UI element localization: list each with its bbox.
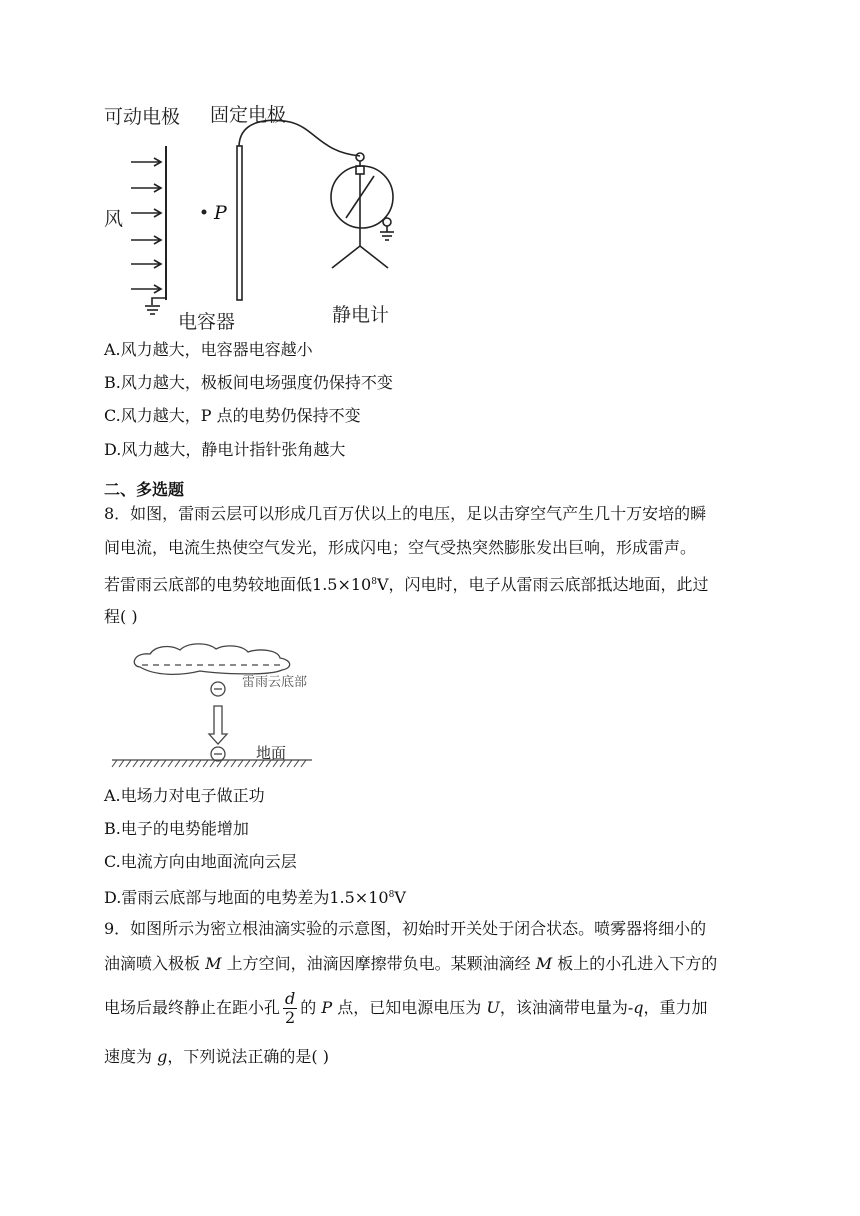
label-fixed-electrode: 固定电极: [210, 104, 287, 126]
label-capacitor: 电容器: [178, 311, 236, 333]
q9-line-3-c: 点，已知电源电压为: [337, 998, 482, 1017]
q8-option-b: B.电子的电势能增加: [104, 819, 249, 838]
q9-line-3-b: 的: [300, 998, 317, 1017]
fixed-electrode: [237, 146, 242, 300]
section-heading: 二、多选题: [104, 480, 185, 499]
q9-line-2-b: 上方空间，油滴因摩擦带负电。某颗油滴经: [226, 954, 531, 973]
q9-line-2-a: 油滴喷入极板: [104, 954, 201, 973]
q9-var-g: g: [157, 1047, 168, 1066]
q9-var-m: M: [205, 954, 222, 973]
q8-option-d: [104, 884, 406, 909]
q9-line-3-a: 电场后最终静止在距小孔: [104, 998, 281, 1017]
q9-line-3-d: ，该油滴带电量为-: [499, 998, 634, 1017]
q8-line-3-pre: 若雷雨云底部的电势较地面低: [104, 575, 313, 594]
q9-line-3: [104, 990, 708, 1027]
point-p-dot: [202, 210, 207, 215]
q9-fraction-denominator: 2: [285, 1008, 296, 1027]
label-ground: 地面: [256, 744, 287, 762]
q8-potential-unit: V: [376, 575, 389, 594]
label-wind: 风: [104, 208, 124, 230]
q9-line-4-b: ，下列说法正确的是( ): [167, 1047, 329, 1066]
q8-line-2: 间电流，电流生热使空气发光，形成闪电；空气受热突然膨胀发出巨响，形成雷声。: [104, 538, 697, 557]
q7-option-d: D.风力越大，静电计指针张角越大: [104, 440, 346, 459]
q9-var-q: q: [633, 998, 644, 1017]
q9-var-u: U: [486, 998, 500, 1017]
q8-line-3: [104, 571, 709, 596]
capacitor-diagram: [0, 0, 420, 330]
q9-fraction: [283, 990, 297, 1027]
q8-option-d-exponent: 8: [388, 890, 395, 900]
q9-line-4-a: 速度为: [104, 1047, 153, 1066]
q9-line-2-c: 板上的小孔进入下方的: [557, 954, 718, 973]
q7-option-b: B.风力越大，极板间电场强度仍保持不变: [104, 373, 393, 392]
q8-potential-exponent: 8: [371, 577, 377, 587]
q8-potential-value: 1.5×10: [312, 575, 372, 594]
q9-var-m-2: M: [535, 954, 553, 973]
q9-line-2: [104, 953, 717, 975]
cloud-outline: [134, 644, 289, 674]
q9-var-p: P: [321, 998, 333, 1017]
q8-line-3-post: ，闪电时，电子从雷雨云底部抵达地面，此过: [388, 575, 709, 594]
q8-line-1: 8．如图，雷雨云层可以形成几百万伏以上的电压，足以击穿空气产生几十万安培的瞬: [104, 504, 707, 523]
down-arrow: [209, 706, 227, 744]
wind-arrows: [131, 158, 161, 293]
q8-option-d-unit: V: [394, 888, 406, 907]
q8-option-d-value: 1.5×10: [329, 888, 389, 907]
q9-line-4: [104, 1046, 329, 1068]
q9-fraction-numerator: d: [285, 989, 296, 1008]
q9-line-3-e: ，重力加: [643, 998, 708, 1017]
label-electroscope: 静电计: [332, 304, 390, 326]
q8-option-a: A.电场力对电子做正功: [104, 786, 265, 805]
q7-option-c: C.风力越大，P 点的电势仍保持不变: [104, 406, 361, 425]
q8-option-c: C.电流方向由地面流向云层: [104, 852, 297, 871]
label-cloud-base: 雷雨云底部: [242, 675, 308, 690]
thundercloud-diagram: [100, 638, 320, 772]
q8-option-d-text: D.雷雨云底部与地面的电势差为: [104, 888, 330, 907]
q8-line-4: 程( ): [104, 607, 138, 626]
label-point-p: P: [214, 202, 227, 224]
q9-line-1: 9．如图所示为密立根油滴实验的示意图，初始时开关处于闭合状态。喷雾器将细小的: [104, 919, 707, 938]
q7-option-a: A.风力越大，电容器电容越小: [104, 340, 313, 359]
label-movable-electrode: 可动电极: [104, 106, 181, 128]
